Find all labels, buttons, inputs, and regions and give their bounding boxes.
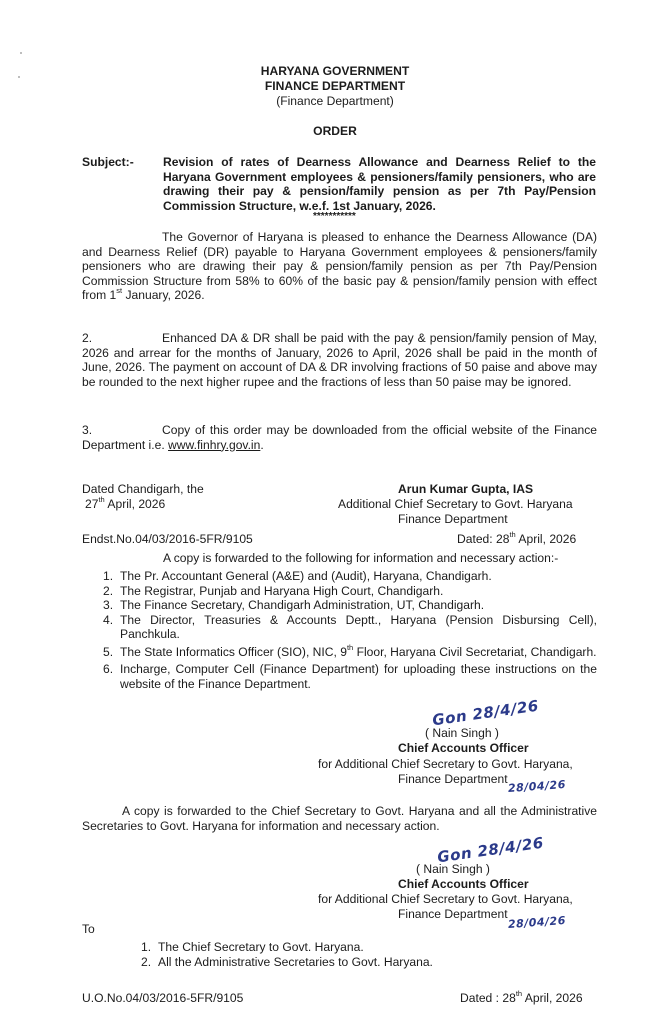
list-item bbox=[103, 569, 597, 584]
dated-line1: Dated Chandigarh, the bbox=[82, 482, 204, 496]
sign2-dept: Finance Department bbox=[398, 907, 508, 921]
list-item-text: All the Administrative Secretaries to Govt. Haryana. bbox=[158, 954, 433, 969]
header-line3: (Finance Department) bbox=[276, 94, 394, 108]
copy2-text: A copy is forwarded to the Chief Secretary to Govt. Haryana and all the Administrative Secretaries to Govt. Haryana for information and necessary action. bbox=[82, 804, 597, 833]
handwritten-initials: Gon 28/4/26 bbox=[436, 833, 545, 867]
list-item-text-end: Floor, Haryana Civil Secretariat, Chandigarh. bbox=[353, 644, 597, 659]
sign2-for: for Additional Chief Secretary to Govt. Haryana, bbox=[318, 892, 573, 906]
endst-date-pre: Dated: 28 bbox=[457, 532, 510, 546]
list-item-number: 3. bbox=[103, 598, 114, 612]
list-item-number: 6. bbox=[103, 662, 114, 676]
signatory-title: Additional Chief Secretary to Govt. Haryana bbox=[338, 497, 573, 511]
sign1-name: ( Nain Singh ) bbox=[425, 726, 499, 740]
sign1-dept: Finance Department bbox=[398, 772, 508, 786]
subject-label: Subject:- bbox=[82, 155, 134, 169]
sign1-title: Chief Accounts Officer bbox=[398, 741, 529, 755]
sign2-title: Chief Accounts Officer bbox=[398, 877, 529, 891]
endst-list bbox=[103, 569, 597, 691]
scan-speck bbox=[20, 52, 22, 54]
dated-rest: April, 2026 bbox=[104, 497, 166, 511]
signatory-name: Arun Kumar Gupta, IAS bbox=[398, 482, 534, 496]
para3-text: Copy of this order may be downloaded from the official website of the Finance Department i.e. bbox=[82, 423, 597, 452]
list-item-text: The Director, Treasuries & Accounts Deptt., Haryana (Pension Disbursing Cell), Panchkula. bbox=[120, 612, 597, 641]
endst-number: Endst.No.04/03/2016-5FR/9105 bbox=[82, 532, 253, 546]
list-item bbox=[103, 613, 597, 642]
dated-day: 27 bbox=[85, 497, 99, 511]
list-item bbox=[103, 584, 597, 599]
para1 bbox=[82, 230, 597, 303]
list-item-number: 4. bbox=[103, 612, 114, 627]
list-item bbox=[103, 642, 597, 660]
uo-date bbox=[460, 991, 583, 1006]
list-item bbox=[141, 955, 591, 970]
website-link[interactable]: www.finhry.gov.in bbox=[168, 437, 261, 452]
para1-sup: st bbox=[116, 286, 123, 295]
header-line1: HARYANA GOVERNMENT bbox=[260, 64, 410, 78]
subject-text: Revision of rates of Dearness Allowance and Dearness Relief to the Haryana Government employees & pensioners/family pensioners, who are drawing their pay & pension/family pension as per 7th Pay/Pension Commission Structure, w.e.f. 1st January, 2026. bbox=[163, 155, 596, 213]
para2 bbox=[82, 331, 597, 389]
list-item-number: 2. bbox=[103, 583, 114, 598]
sign1-for: for Additional Chief Secretary to Govt. Haryana, bbox=[318, 757, 573, 771]
to-list bbox=[141, 940, 591, 969]
signatory-dept: Finance Department bbox=[398, 512, 508, 526]
list-item bbox=[103, 598, 597, 613]
para2-text: Enhanced DA & DR shall be paid with the pay & pension/family pension of May, 2026 and arrear for the months of January, 2026 to April, 2026 shall be paid in the month of June, 2026. The payment on account of DA & DR involving fractions of 50 paise and above may be rounded to the next higher rupee and the fractions of less than 50 paise may be ignored. bbox=[82, 331, 597, 389]
list-item-text: The Finance Secretary, Chandigarh Administration, UT, Chandigarh. bbox=[120, 598, 485, 612]
list-item bbox=[103, 662, 597, 691]
para3-end: . bbox=[260, 437, 264, 452]
order-title: ORDER bbox=[313, 124, 357, 138]
uo-date-sup: th bbox=[515, 989, 523, 998]
to-label: To bbox=[82, 922, 95, 936]
handwritten-date-stamp: 28/04/26 bbox=[507, 777, 567, 796]
list-item-number: 1. bbox=[141, 940, 152, 954]
uo-date-post: April, 2026 bbox=[522, 991, 583, 1005]
subject-stars: *********** bbox=[313, 211, 356, 222]
list-item-text: The Pr. Accountant General (A&E) and (Audit), Haryana, Chandigarh. bbox=[120, 569, 492, 583]
endst-date-post: April, 2026 bbox=[515, 532, 577, 546]
para3 bbox=[82, 423, 597, 452]
para3-number: 3. bbox=[82, 423, 93, 437]
endst-intro: A copy is forwarded to the following for information and necessary action:- bbox=[163, 551, 559, 565]
list-item-number: 5. bbox=[103, 644, 114, 659]
para1-text: The Governor of Haryana is pleased to enhance the Dearness Allowance (DA) and Dearness Relief (DR) payable to Haryana Government employees & pensioners/family pensioners who are drawing their pay & pension/family pension as per 7th Pay/Pension Commission Structure from 58% to 60% of the basic pay & pension/family pension with effect from 1 bbox=[82, 230, 597, 302]
list-item bbox=[141, 940, 591, 955]
dated-line2 bbox=[85, 497, 165, 512]
para1-text-end: January, 2026. bbox=[122, 288, 205, 302]
uo-number: U.O.No.04/03/2016-5FR/9105 bbox=[82, 991, 244, 1005]
list-item-number: 2. bbox=[141, 954, 152, 969]
list-item-number: 1. bbox=[103, 569, 114, 583]
uo-date-pre: Dated : 28 bbox=[460, 991, 516, 1005]
endst-date bbox=[457, 532, 576, 547]
sign2-name: ( Nain Singh ) bbox=[416, 862, 490, 876]
dated-sup: th bbox=[98, 495, 105, 504]
list-item-text: Incharge, Computer Cell (Finance Department) for uploading these instructions on the website of the Finance Department. bbox=[120, 662, 597, 691]
endst-date-sup: th bbox=[509, 530, 516, 539]
list-item-text: The Registrar, Punjab and Haryana High Court, Chandigarh. bbox=[120, 583, 444, 598]
handwritten-initials: Gon 28/4/26 bbox=[431, 696, 540, 730]
para2-number: 2. bbox=[82, 331, 93, 345]
list-item-sup: th bbox=[346, 642, 354, 652]
list-item-text: The State Informatics Officer (SIO), NIC, 9 bbox=[120, 644, 347, 659]
header-line2: FINANCE DEPARTMENT bbox=[264, 79, 406, 93]
handwritten-date-stamp: 28/04/26 bbox=[507, 913, 567, 932]
list-item-text: The Chief Secretary to Govt. Haryana. bbox=[158, 940, 364, 954]
